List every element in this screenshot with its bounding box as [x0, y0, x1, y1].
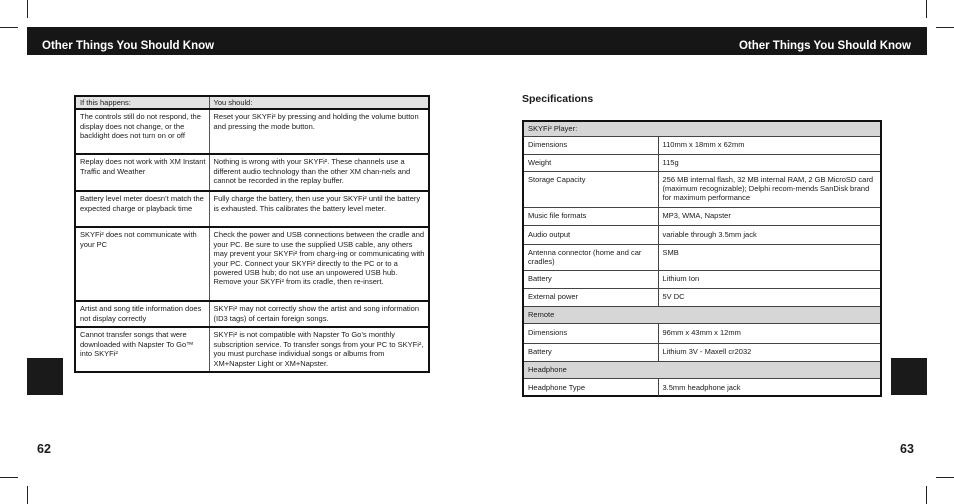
spec-label: Dimensions	[524, 323, 658, 343]
crop-mark	[27, 486, 28, 504]
spec-value: 5V DC	[658, 288, 880, 306]
spec-label: Music file formats	[524, 207, 658, 225]
crop-mark	[936, 27, 954, 28]
left-header-title: Other Things You Should Know	[42, 40, 215, 52]
spec-value: 3.5mm headphone jack	[662, 382, 741, 392]
table-row	[76, 109, 428, 154]
problem-cell: Cannot transfer songs that were downloaded with Napster To Go™ into SKYFi²	[76, 327, 209, 371]
left-page-number: 62	[37, 442, 51, 456]
left-thumb-tab	[27, 358, 63, 395]
spec-value: 96mm x 43mm x 12mm	[658, 323, 880, 343]
crop-mark	[926, 0, 927, 18]
problem-cell: Battery level meter doesn’t match the expected charge or playback time	[76, 191, 209, 227]
table-header-row	[76, 97, 428, 109]
spec-label: Headphone Type	[524, 378, 658, 396]
crop-mark	[936, 477, 954, 478]
left-header-bar	[27, 27, 480, 55]
spec-value: Lithium Ion	[658, 270, 880, 288]
spec-label: Battery	[524, 343, 658, 361]
solution-cell: Fully charge the battery, then use your SKYFi² until the battery is exhausted. This calibrates the battery level meter.	[209, 191, 428, 227]
crop-mark	[27, 0, 28, 18]
spec-value: Lithium 3V - Maxell cr2032	[658, 343, 880, 361]
spec-value: 110mm x 18mm x 62mm	[658, 136, 880, 154]
troubleshooting-table	[74, 95, 430, 373]
right-thumb-tab	[891, 358, 927, 395]
spec-section-row	[524, 306, 880, 323]
specifications-table	[522, 120, 882, 397]
spec-row	[524, 378, 880, 396]
spec-row	[524, 154, 880, 171]
solution-cell: SKYFi² is not compatible with Napster To Go’s monthly subscription service. To transfer songs from your PC to SKYFi², you must purchase individual songs or albums from XM+Napster Light or XM+Napster.	[213, 330, 424, 368]
crop-mark	[0, 27, 18, 28]
solution-cell: Nothing is wrong with your SKYFi². These channels use a different audio technology than the other XM chan-nels and cannot be recorded in the replay buffer.	[209, 154, 428, 191]
right-page-number: 63	[900, 442, 914, 456]
spec-section-label: Headphone	[524, 361, 880, 378]
column-header-solution: You should:	[209, 97, 428, 109]
problem-cell: SKYFi² does not communicate with your PC	[76, 227, 209, 301]
table-row	[76, 191, 428, 227]
table-row	[76, 327, 428, 371]
spec-label: Antenna connector (home and car cradles)	[524, 244, 658, 270]
crop-mark	[0, 477, 18, 478]
table-row	[76, 227, 428, 301]
spec-value: variable through 3.5mm jack	[658, 225, 880, 244]
solution-cell: Reset your SKYFi² by pressing and holding the volume button and pressing the mode button.	[209, 109, 428, 154]
spec-row	[524, 323, 880, 343]
spec-label: Dimensions	[524, 136, 658, 154]
problem-cell: Replay does not work with XM Instant Traffic and Weather	[76, 154, 209, 191]
spec-row	[524, 136, 880, 154]
spec-label: Battery	[524, 270, 658, 288]
table-row	[76, 154, 428, 191]
spec-section-label: Remote	[524, 306, 880, 323]
spec-value: MP3, WMA, Napster	[658, 207, 880, 225]
spec-value: 256 MB internal flash, 32 MB internal RAM, 2 GB MicroSD card (maximum recognizable); Delphi recom-mends SanDisk brand for maximum performance	[658, 171, 880, 207]
solution-cell: SKYFi² may not correctly show the artist and song information (ID3 tags) of certain foreign songs.	[209, 301, 428, 327]
spec-label: Audio output	[524, 225, 658, 244]
spec-section-row	[524, 361, 880, 378]
spec-row	[524, 244, 880, 270]
spec-value: 115g	[658, 154, 880, 171]
problem-cell: Artist and song title information does not display correctly	[76, 301, 209, 327]
spec-row	[524, 288, 880, 306]
spec-row	[524, 171, 880, 207]
spec-label: Storage Capacity	[524, 171, 658, 207]
spec-row	[524, 343, 880, 361]
problem-cell: The controls still do not respond, the display does not change, or the backlight does not turn on or off	[76, 109, 209, 154]
spec-row	[524, 207, 880, 225]
table-row	[76, 301, 428, 327]
spec-row	[524, 270, 880, 288]
right-header-bar	[476, 27, 927, 55]
spec-section-label: SKYFi² Player:	[524, 122, 880, 136]
right-header-title: Other Things You Should Know	[738, 40, 911, 52]
spec-value: SMB	[658, 244, 880, 270]
spec-label: External power	[524, 288, 658, 306]
spec-label: Weight	[524, 154, 658, 171]
spec-section-row	[524, 122, 880, 136]
column-header-problem: If this happens:	[76, 97, 209, 109]
solution-cell: Check the power and USB connections between the cradle and your PC. Be sure to use the supplied USB cable, any others may prevent your SKYFi² from charg-ing or communicating with your PC. Connect your SKYFi² directly to the PC or to a powered USB hub; do not use an unpowered USB hub. Remove your SKYFi² from its cradle, then re-insert.	[209, 227, 428, 301]
specifications-title: Specifications	[522, 93, 594, 105]
crop-mark	[926, 486, 927, 504]
spec-row	[524, 225, 880, 244]
